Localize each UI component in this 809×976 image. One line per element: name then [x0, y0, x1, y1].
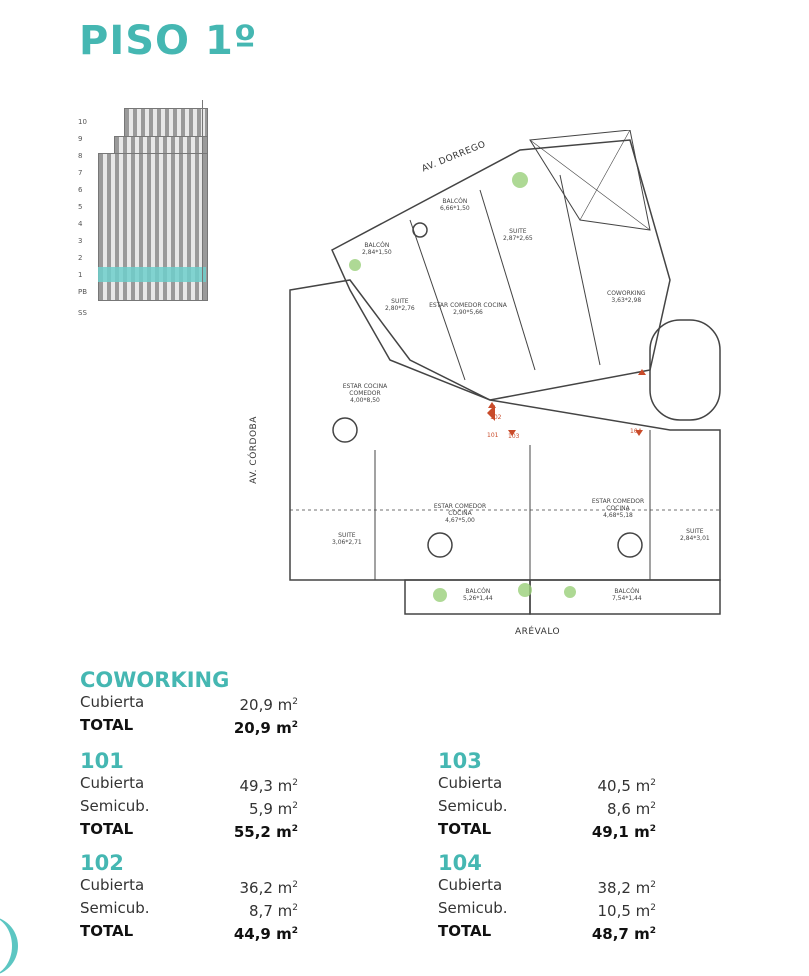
unit-row	[438, 796, 738, 819]
page-title: PISO 1º	[79, 18, 258, 64]
building-elevation	[78, 100, 238, 325]
room-label: BALCÓN 7,54*1,44	[612, 588, 642, 602]
room-label: ESTAR COCINA COMEDOR 4,00*8,50	[342, 383, 388, 404]
level-label: 4	[78, 220, 83, 228]
room-label: COWORKING 3,63*2,98	[607, 290, 646, 304]
row-value: 8,6 $m^2$	[607, 800, 656, 818]
unit-summary-103	[438, 749, 738, 842]
room-label: SUITE 3,06*2,71	[332, 532, 362, 546]
level-label: PB	[78, 288, 88, 296]
row-label: Cubierta	[438, 876, 503, 894]
unit-summary-101	[80, 749, 380, 842]
row-label: Semicub.	[80, 797, 150, 815]
row-label: Cubierta	[80, 774, 145, 792]
unit-number: 101	[487, 432, 499, 439]
room-label: SUITE 2,87*2,65	[503, 228, 533, 242]
unit-row	[80, 898, 380, 921]
unit-row	[438, 898, 738, 921]
row-value: 44,9 $m^2$	[233, 925, 298, 943]
level-label: SS	[78, 309, 87, 317]
level-label: 10	[78, 118, 87, 126]
unit-summary-102	[80, 851, 380, 944]
row-value: 20,9 $m^2$	[239, 696, 298, 714]
highlighted-floor	[98, 267, 206, 282]
room-label: SUITE 2,84*3,01	[680, 528, 710, 542]
level-label: 9	[78, 135, 83, 143]
unit-row	[80, 796, 380, 819]
unit-row	[438, 875, 738, 898]
row-value: 20,9 $m^2$	[233, 719, 298, 737]
row-label: TOTAL	[80, 820, 134, 838]
unit-row-total	[80, 715, 380, 738]
room-label: ESTAR COMEDOR COCINA 4,67*5,00	[433, 503, 487, 524]
row-value: 10,5 $m^2$	[597, 902, 656, 920]
row-value: 36,2 $m^2$	[239, 879, 298, 897]
street-label-cordoba: AV. CÓRDOBA	[248, 416, 259, 484]
level-label: 2	[78, 254, 83, 262]
unit-name: 102	[80, 851, 124, 875]
unit-name: 101	[80, 749, 124, 773]
row-value: 38,2 $m^2$	[597, 879, 656, 897]
room-label: SUITE 2,80*2,76	[385, 298, 415, 312]
unit-name: 103	[438, 749, 482, 773]
row-label: Cubierta	[80, 876, 145, 894]
row-value: 48,7 $m^2$	[591, 925, 656, 943]
unit-row	[80, 875, 380, 898]
row-label: Cubierta	[80, 693, 145, 711]
row-value: 49,3 $m^2$	[239, 777, 298, 795]
row-value: 5,9 $m^2$	[249, 800, 298, 818]
unit-number: 104	[630, 428, 642, 435]
decorative-arc	[707, 0, 809, 102]
unit-number: 103	[508, 433, 520, 440]
row-label: Semicub.	[80, 899, 150, 917]
street-label-dorrego: AV. DORREGO	[420, 139, 488, 175]
building-block	[124, 108, 208, 138]
floor-plan	[250, 130, 790, 650]
level-label: 3	[78, 237, 83, 245]
room-label: BALCÓN 6,66*1,50	[440, 198, 470, 212]
row-label: TOTAL	[80, 922, 134, 940]
unit-row-total	[438, 819, 738, 842]
level-label: 1	[78, 271, 83, 279]
elevation-edge-line	[202, 100, 203, 300]
row-value: 55,2 $m^2$	[233, 823, 298, 841]
unit-row	[80, 692, 380, 715]
row-label: TOTAL	[80, 716, 134, 734]
unit-row-total	[438, 921, 738, 944]
level-label: 8	[78, 152, 83, 160]
unit-name: COWORKING	[80, 668, 230, 692]
street-label-arevalo: ARÉVALO	[515, 627, 561, 637]
decorative-arc-bottom	[0, 916, 18, 976]
unit-name: 104	[438, 851, 482, 875]
row-label: Semicub.	[438, 797, 508, 815]
room-label: ESTAR COMEDOR COCINA 4,68*5,18	[591, 498, 645, 519]
floor-plan-drawing	[250, 130, 790, 650]
room-label: BALCÓN 5,26*1,44	[463, 588, 493, 602]
level-label: 5	[78, 203, 83, 211]
row-label: TOTAL	[438, 820, 492, 838]
row-value: 49,1 $m^2$	[591, 823, 656, 841]
unit-summary-coworking	[80, 668, 380, 738]
row-label: Semicub.	[438, 899, 508, 917]
room-label: BALCÓN 2,84*1,50	[362, 242, 392, 256]
level-label: 7	[78, 169, 83, 177]
room-label: ESTAR COMEDOR COCINA 2,90*5,66	[429, 302, 507, 316]
row-label: Cubierta	[438, 774, 503, 792]
row-value: 8,7 $m^2$	[249, 902, 298, 920]
row-value: 40,5 $m^2$	[597, 777, 656, 795]
unit-row-total	[80, 819, 380, 842]
level-label: 6	[78, 186, 83, 194]
unit-summary-104	[438, 851, 738, 944]
unit-row	[80, 773, 380, 796]
row-label: TOTAL	[438, 922, 492, 940]
unit-number: 102	[490, 414, 502, 421]
unit-row-total	[80, 921, 380, 944]
unit-row	[438, 773, 738, 796]
